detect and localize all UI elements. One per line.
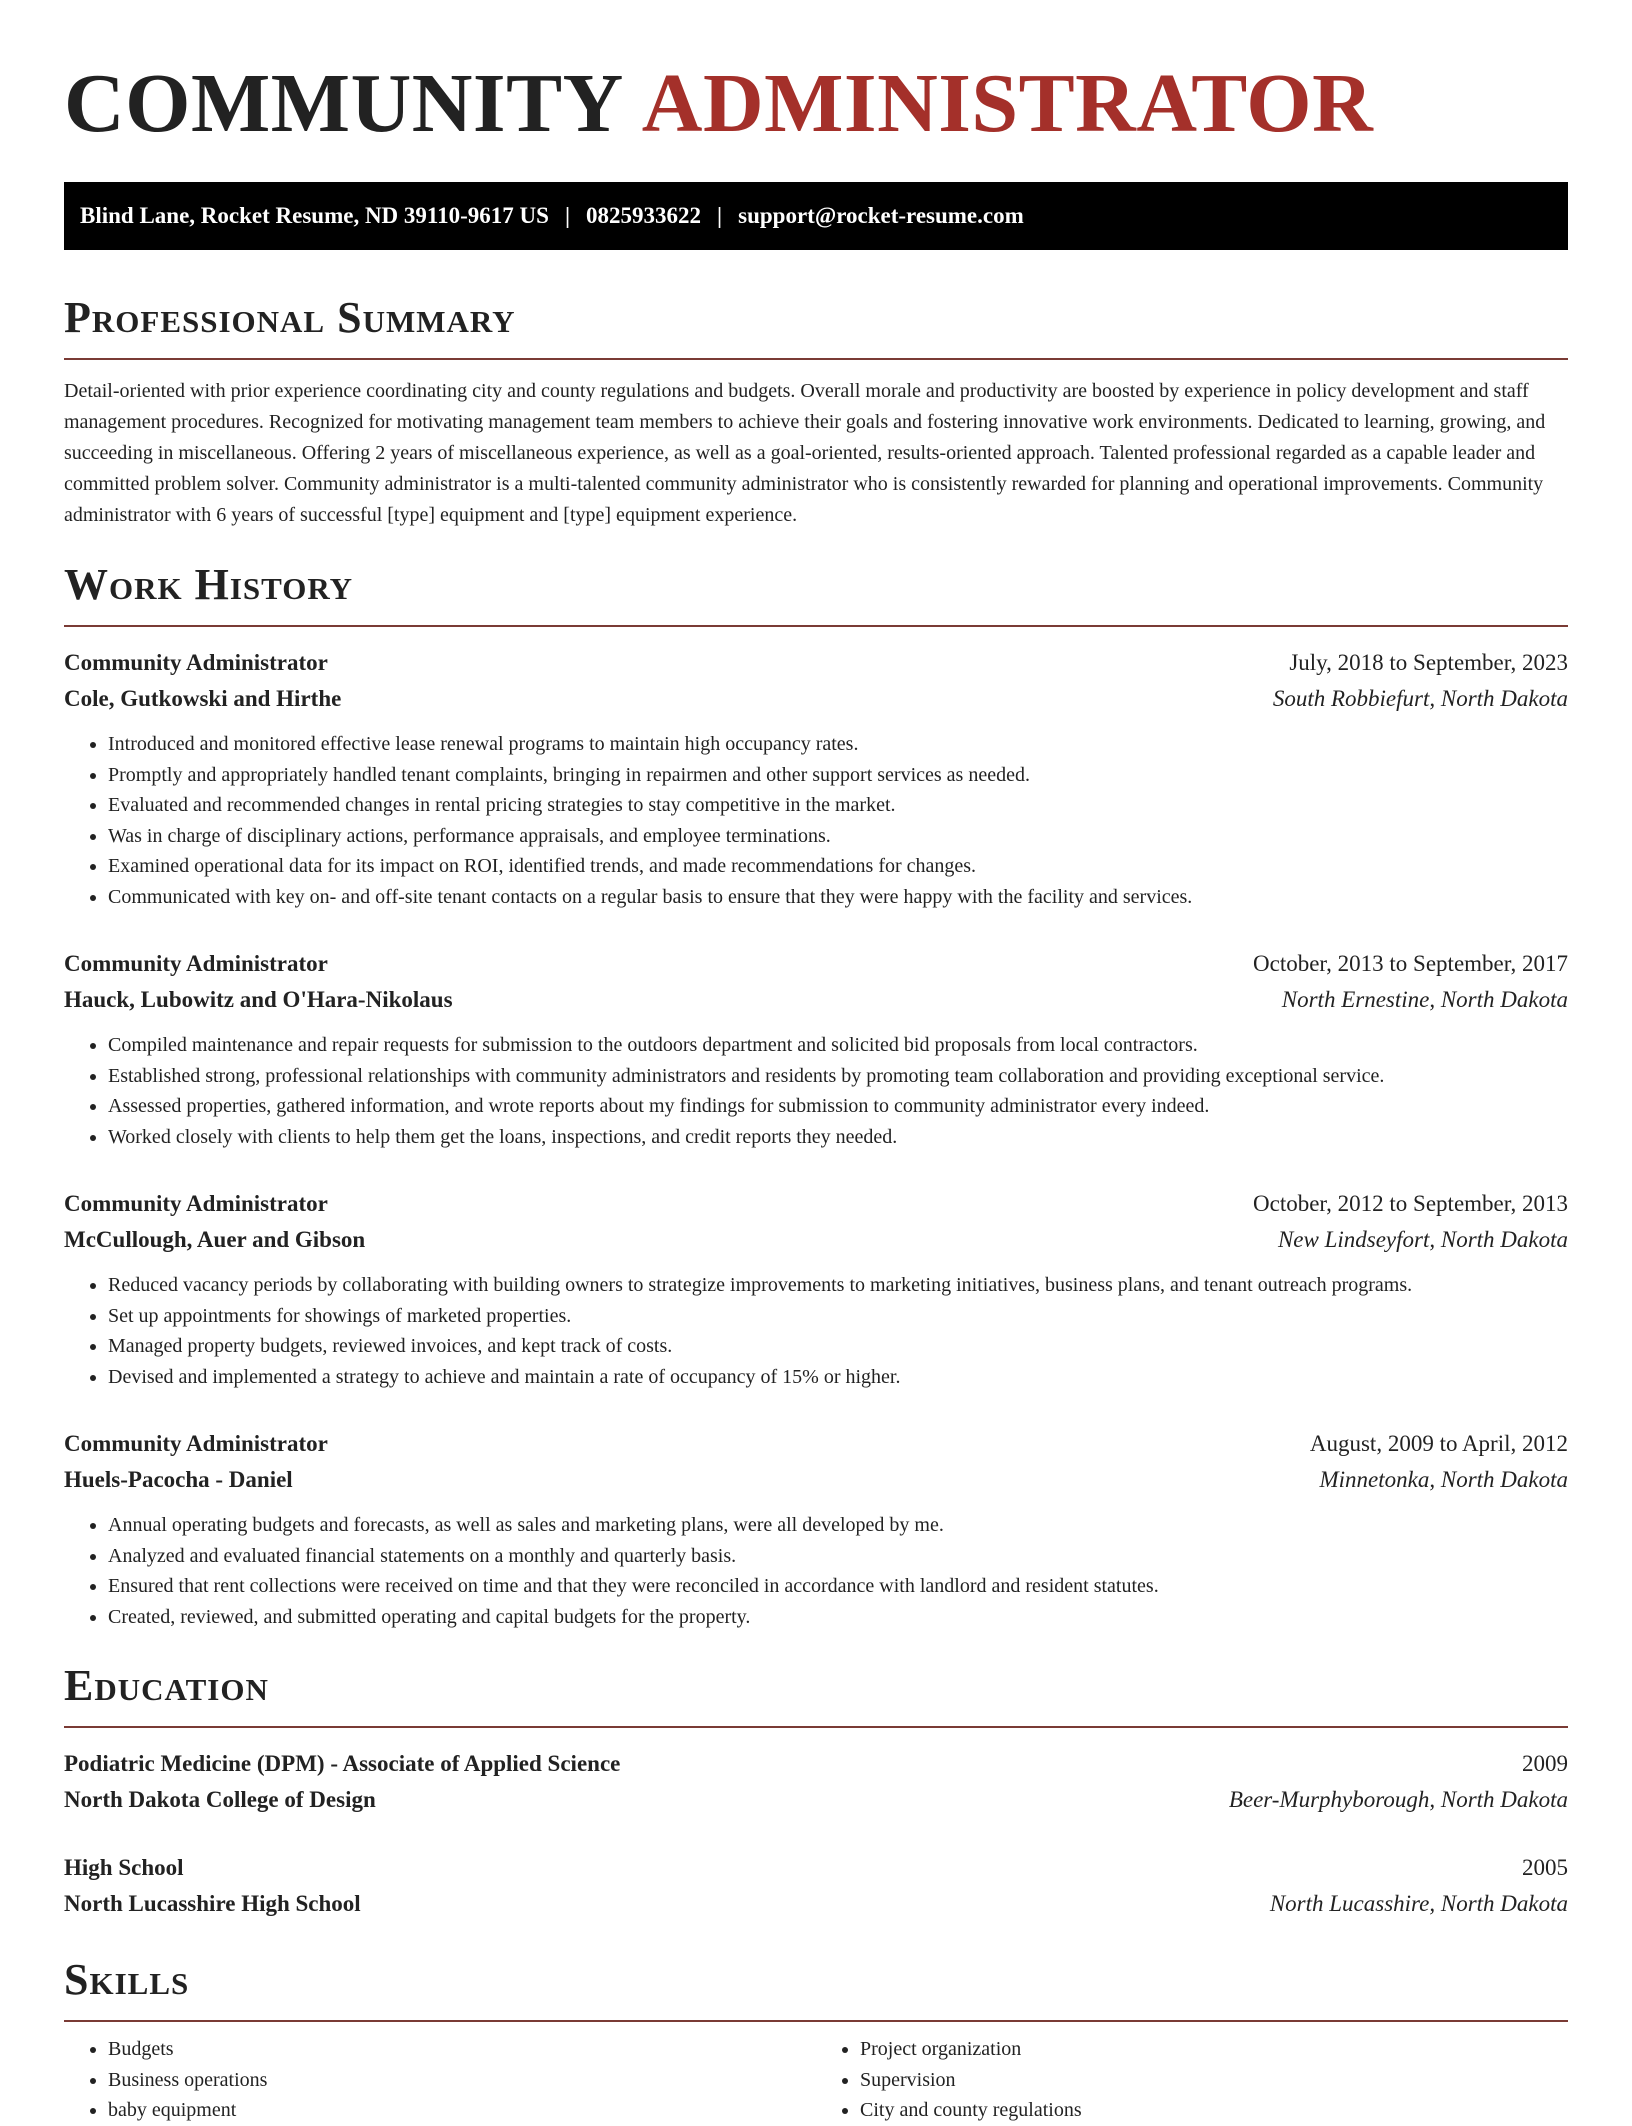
job-company: McCullough, Auer and Gibson xyxy=(64,1227,366,1252)
list-item: • Created, reviewed, and submitted operating and capital budgets for the property. xyxy=(108,1602,1568,1633)
list-item: • Promptly and appropriately handled tenant complaints, bringing in repairmen and other support services as needed. xyxy=(108,760,1568,791)
name-first: COMMUNITY xyxy=(64,57,624,150)
list-item: • Worked closely with clients to help them get the loans, inspections, and credit reports they needed. xyxy=(108,1122,1568,1153)
education-section xyxy=(64,1660,1568,1922)
list-item: • Compiled maintenance and repair requests for submission to the outdoors department and solicited bid proposals from local contractors. xyxy=(108,1030,1568,1061)
list-item: • Established strong, professional relationships with community administrators and residents by promoting team collaboration and providing exceptional service. xyxy=(108,1061,1568,1092)
job-dates: October, 2012 to September, 2013 xyxy=(1253,1191,1568,1216)
education-school: North Lucasshire High School xyxy=(64,1891,361,1916)
job-dates: October, 2013 to September, 2017 xyxy=(1253,951,1568,976)
skills-section xyxy=(64,1954,1568,2126)
skill-item: • Budgets xyxy=(108,2034,816,2065)
job-entry xyxy=(64,1426,1568,1632)
list-item: • Managed property budgets, reviewed invoices, and kept track of costs. xyxy=(108,1331,1568,1362)
contact-address: Blind Lane, Rocket Resume, ND 39110-9617 US xyxy=(80,203,549,228)
education-entry xyxy=(64,1850,1568,1922)
job-company: Huels-Pacocha - Daniel xyxy=(64,1467,293,1492)
job-bullets xyxy=(64,729,1568,912)
work-history-section xyxy=(64,559,1568,1632)
contact-separator: | xyxy=(564,203,571,228)
list-item: • Ensured that rent collections were received on time and that they were reconciled in accordance with landlord and resident statutes. xyxy=(108,1571,1568,1602)
skill-item: • Business operations xyxy=(108,2065,816,2096)
section-divider xyxy=(64,2020,1568,2022)
list-item: • Devised and implemented a strategy to achieve and maintain a rate of occupancy of 15% or higher. xyxy=(108,1362,1568,1393)
education-degree: High School xyxy=(64,1855,184,1880)
job-location: North Ernestine, North Dakota xyxy=(1281,987,1568,1012)
skill-item: • Supervision xyxy=(860,2065,1568,2096)
education-location: North Lucasshire, North Dakota xyxy=(1269,1891,1568,1916)
job-entry xyxy=(64,1186,1568,1392)
job-entry xyxy=(64,645,1568,912)
list-item: • Communicated with key on- and off-site tenant contacts on a regular basis to ensure that they were happy with the facility and services. xyxy=(108,882,1568,913)
job-location: South Robbiefurt, North Dakota xyxy=(1272,686,1568,711)
skill-item: • City and county regulations xyxy=(860,2095,1568,2126)
job-company: Hauck, Lubowitz and O'Hara-Nikolaus xyxy=(64,987,453,1012)
list-item: • Reduced vacancy periods by collaborating with building owners to strategize improvements to marketing initiatives, business plans, and tenant outreach programs. xyxy=(108,1270,1568,1301)
name-last: ADMINISTRATOR xyxy=(641,57,1374,150)
list-item: • Set up appointments for showings of marketed properties. xyxy=(108,1301,1568,1332)
list-item: • Analyzed and evaluated financial statements on a monthly and quarterly basis. xyxy=(108,1541,1568,1572)
job-title: Community Administrator xyxy=(64,650,328,675)
education-degree: Podiatric Medicine (DPM) - Associate of Applied Science xyxy=(64,1751,621,1776)
job-bullets xyxy=(64,1270,1568,1392)
skill-item: • Project organization xyxy=(860,2034,1568,2065)
summary-section xyxy=(64,292,1568,531)
job-company: Cole, Gutkowski and Hirthe xyxy=(64,686,342,711)
job-dates: August, 2009 to April, 2012 xyxy=(1309,1431,1568,1456)
job-location: Minnetonka, North Dakota xyxy=(1319,1467,1568,1492)
section-divider xyxy=(64,625,1568,627)
section-title-skills: Skills xyxy=(64,1955,190,2004)
job-title: Community Administrator xyxy=(64,1431,328,1456)
education-entry xyxy=(64,1746,1568,1818)
contact-phone: 0825933622 xyxy=(586,203,702,228)
list-item: • Annual operating budgets and forecasts, as well as sales and marketing plans, were all developed by me. xyxy=(108,1510,1568,1541)
section-title-education: Education xyxy=(64,1661,269,1710)
education-school: North Dakota College of Design xyxy=(64,1787,376,1812)
job-title: Community Administrator xyxy=(64,951,328,976)
list-item: • Introduced and monitored effective lease renewal programs to maintain high occupancy rates. xyxy=(108,729,1568,760)
list-item: • Examined operational data for its impact on ROI, identified trends, and made recommendations for changes. xyxy=(108,851,1568,882)
contact-email: support@rocket-resume.com xyxy=(738,203,1024,228)
section-title-summary: Professional Summary xyxy=(64,293,516,342)
section-divider xyxy=(64,1726,1568,1728)
list-item: • Assessed properties, gathered information, and wrote reports about my findings for submission to community administrator every indeed. xyxy=(108,1091,1568,1122)
section-divider xyxy=(64,358,1568,360)
candidate-name xyxy=(64,58,1568,150)
job-bullets xyxy=(64,1030,1568,1152)
job-title: Community Administrator xyxy=(64,1191,328,1216)
job-location: New Lindseyfort, North Dakota xyxy=(1277,1227,1568,1252)
job-entry xyxy=(64,946,1568,1152)
list-item: • Evaluated and recommended changes in rental pricing strategies to stay competitive in the market. xyxy=(108,790,1568,821)
job-bullets xyxy=(64,1510,1568,1632)
section-title-work-history: Work History xyxy=(64,560,354,609)
education-year: 2005 xyxy=(1522,1855,1568,1880)
contact-separator: | xyxy=(717,203,723,228)
education-location: Beer-Murphyborough, North Dakota xyxy=(1228,1787,1568,1812)
job-dates: July, 2018 to September, 2023 xyxy=(1289,650,1568,675)
list-item: • Was in charge of disciplinary actions, performance appraisals, and employee terminations. xyxy=(108,821,1568,852)
skill-item: • baby equipment xyxy=(108,2095,816,2126)
summary-text: Detail-oriented with prior experience coordinating city and county regulations and budgets. Overall morale and productivity are boosted by experience in policy development and staff management procedures. Recognized for motivating management team members to achieve their goals and fostering innovative work environments. Dedicated to learning, growing, and succeeding in miscellaneous. Offering 2 years of miscellaneous experience, as well as a goal-oriented, results-oriented approach. Talented professional regarded as a capable leader and committed problem solver. Community administrator is a multi-talented community administrator who is consistently rewarded for planning and operational improvements. Community administrator with 6 years of successful [type] equipment and [type] equipment experience. xyxy=(64,380,1546,526)
contact-bar xyxy=(64,182,1568,250)
education-year: 2009 xyxy=(1522,1751,1568,1776)
